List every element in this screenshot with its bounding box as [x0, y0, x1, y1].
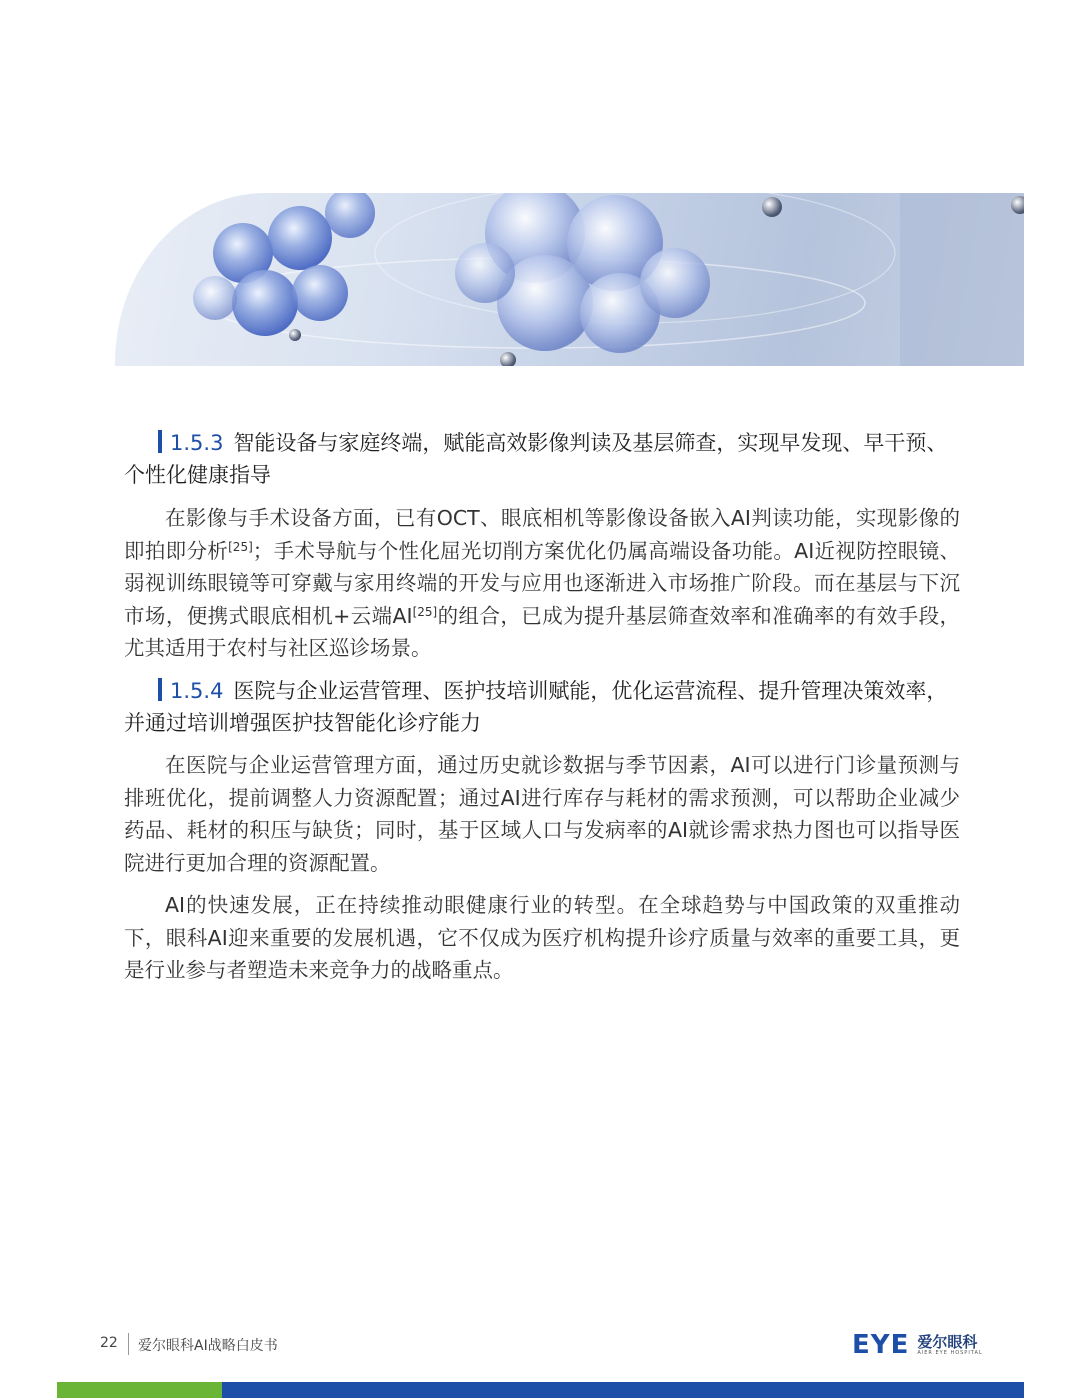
molecule-cluster-right	[455, 193, 710, 353]
molecule-cluster-left	[193, 193, 375, 336]
paragraph-text: 的组合，已成为提升基层筛查效率和准确率的有效手段，尤其适用于农村与社区巡诊场景。	[124, 603, 961, 660]
brand-logo	[852, 1330, 983, 1360]
section-number: 1.5.4	[170, 679, 224, 703]
footer-bar-green	[57, 1382, 222, 1398]
footer-divider	[128, 1333, 129, 1355]
section-title-line1: 医院与企业运营管理、医护技培训赋能，优化运营流程、提升管理决策效率，	[233, 679, 948, 703]
section-title-line2: 个性化健康指导	[124, 463, 271, 487]
logo-text	[917, 1334, 982, 1357]
paragraph-conclusion: AI的快速发展，正在持续推动眼健康行业的转型。在全球趋势与中国政策的双重推动下，眼科AI迎来重要的发展机遇，它不仅成为医疗机构提升诊疗质量与效率的重要工具，更是行业参与者塑造未来竞争力的战略重点。	[124, 893, 960, 982]
section-heading-1-5-3	[124, 427, 964, 491]
header-banner-image	[115, 193, 1024, 366]
page-number: 22	[100, 1335, 118, 1351]
paragraph-text: 在影像与手术设备方面，已有OCT、眼底相机等影像设备嵌入AI判读功能，实现影像的即拍即分析	[124, 506, 960, 563]
section-title-line1: 智能设备与家庭终端，赋能高效影像判读及基层筛查，实现早发现、早干预、	[233, 431, 948, 455]
citation-ref[interactable]: [25]	[412, 604, 438, 619]
paragraph-devices	[124, 502, 960, 665]
section-title-line2: 并通过培训增强医护技智能化诊疗能力	[124, 711, 481, 735]
heading-marker	[158, 678, 162, 701]
heading-marker	[158, 430, 162, 453]
logo-chinese-name: 爱尔眼科	[917, 1332, 978, 1351]
paragraph-operations: 在医院与企业运营管理方面，通过历史就诊数据与季节因素，AI可以进行门诊量预测与排班优化，提前调整人力资源配置；通过AI进行库存与耗材的需求预测，可以帮助企业减少药品、耗材的积压与缺货；同时，基于区域人口与发病率的AI就诊需求热力图也可以指导医院进行更加合理的资源配置。	[124, 753, 960, 875]
section-heading-1-5-4	[124, 675, 964, 739]
logo-mark: EYE	[852, 1330, 910, 1360]
paragraph-text: ；手术导航与个性化屈光切削方案优化仍属高端设备功能。AI近视防控眼镜、弱视训练眼镜等可穿戴与家用终端的开发与应用也逐渐进入市场推广阶段。而在基层与下沉市场，便携式眼底相机+云端AI	[124, 538, 960, 628]
section-number: 1.5.3	[170, 431, 224, 455]
logo-english-name: AIER EYE HOSPITAL	[917, 1349, 983, 1356]
footer-bar-blue	[222, 1382, 1024, 1398]
footer-document-title: 爱尔眼科AI战略白皮书	[138, 1338, 278, 1354]
citation-ref[interactable]: [25]	[228, 539, 253, 554]
